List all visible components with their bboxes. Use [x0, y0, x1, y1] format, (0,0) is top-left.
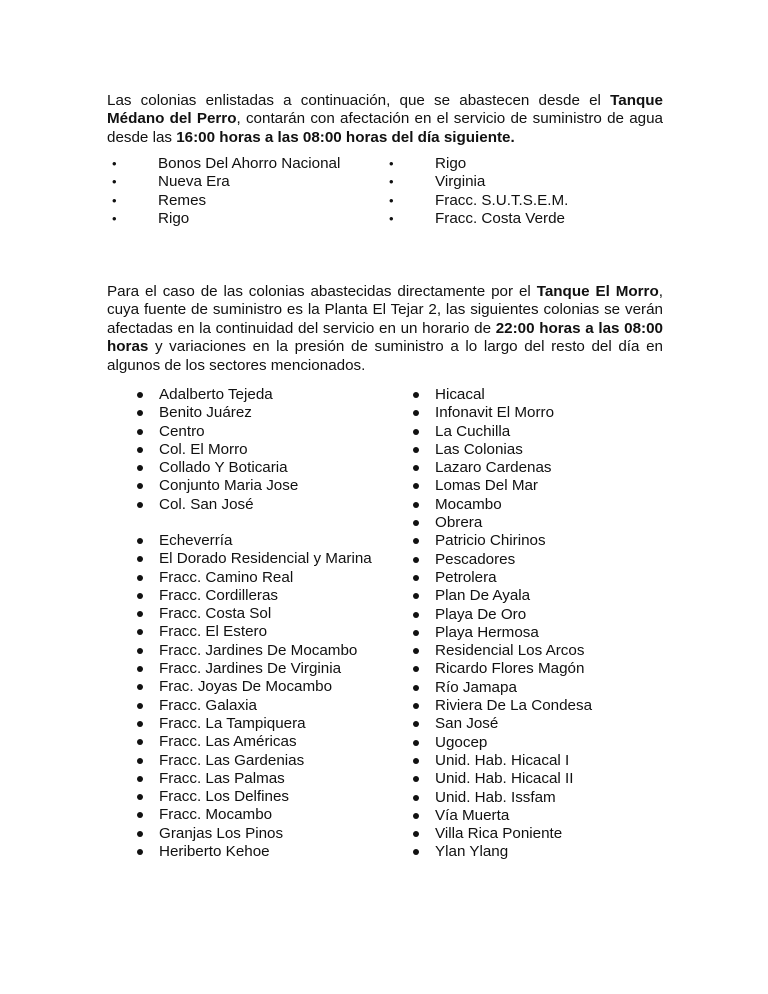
list-item: Heriberto Kehoe	[159, 843, 372, 861]
list-item: El Dorado Residencial y Marina	[159, 550, 372, 568]
list-item: Riviera De La Condesa	[435, 697, 593, 715]
list-item: Fracc. El Estero	[159, 623, 372, 641]
intro-paragraph-morro	[107, 283, 663, 375]
tank-name-medano: Tanque Médano del Perro	[107, 92, 663, 128]
list-item: Residencial Los Arcos	[435, 642, 592, 660]
list-item: • Remes	[158, 192, 340, 210]
list-item: Adalberto Tejeda	[159, 386, 298, 404]
list-item: Vía Muerta	[435, 807, 592, 825]
list-item: Fracc. Las Américas	[159, 733, 372, 751]
list-item: Plan De Ayala	[435, 587, 592, 605]
intro-paragraph-medano	[107, 92, 663, 147]
colonias-list-morro-left-bottom	[159, 532, 372, 861]
colonias-list-morro-left-top	[159, 386, 298, 514]
list-item: Fracc. Las Palmas	[159, 770, 372, 788]
colonias-list-medano-left	[158, 155, 340, 228]
list-item: Unid. Hab. Hicacal II	[435, 770, 592, 788]
list-item: • Fracc. S.U.T.S.E.M.	[435, 192, 568, 210]
list-item: Fracc. Jardines De Virginia	[159, 660, 372, 678]
list-item: • Virginia	[435, 173, 568, 191]
list-item: Playa Hermosa	[435, 624, 592, 642]
list-item: Centro	[159, 423, 298, 441]
list-item: Obrera	[435, 514, 592, 532]
intro2-text-a: Para el caso de las colonias abastecidas directamente por el	[107, 283, 537, 300]
list-item: Frac. Joyas De Mocambo	[159, 678, 372, 696]
list-item: San José	[435, 715, 592, 733]
schedule-morro: 22:00 horas a las 08:00 horas	[107, 319, 663, 356]
list-item: Echeverría	[159, 532, 372, 550]
intro-text-a: Las colonias enlistadas a continuación, que se abastecen desde el	[107, 92, 611, 109]
list-item: Fracc. Cordilleras	[159, 587, 372, 605]
list-item: Collado Y Boticaria	[159, 459, 298, 477]
list-item: Fracc. Camino Real	[159, 569, 372, 587]
list-item: Ricardo Flores Magón	[435, 660, 592, 678]
list-item: Playa De Oro	[435, 606, 592, 624]
list-item: Ugocep	[435, 734, 592, 752]
list-item: • Rigo	[158, 210, 340, 228]
list-item: Granjas Los Pinos	[159, 825, 372, 843]
list-item: Conjunto Maria Jose	[159, 477, 299, 495]
list-item: Fracc. La Tampiquera	[159, 715, 372, 733]
list-item: Petrolera	[435, 569, 592, 587]
list-item: • Fracc. Costa Verde	[435, 210, 568, 228]
list-item: Patricio Chirinos	[435, 532, 592, 550]
list-item: • Rigo	[435, 155, 568, 173]
list-item: Unid. Hab. Hicacal I	[435, 752, 592, 770]
list-item: Fracc. Los Delfines	[159, 788, 372, 806]
list-item: Villa Rica Poniente	[435, 825, 592, 843]
list-item: Col. San José	[159, 496, 298, 514]
colonias-list-medano-right	[435, 155, 568, 228]
list-item: Fracc. Jardines De Mocambo	[159, 642, 372, 660]
list-item: Fracc. Galaxia	[159, 697, 372, 715]
schedule-medano: 16:00 horas a las 08:00 horas del día siguiente.	[176, 128, 515, 146]
list-item: La Cuchilla	[435, 423, 592, 441]
list-item: Col. El Morro	[159, 441, 298, 459]
list-item: Pescadores	[435, 551, 592, 569]
list-item: Infonavit El Morro	[435, 404, 592, 422]
intro2-text-c: y variaciones en la presión de suministro a lo largo del resto del día en algunos de los sectores mencionados.	[107, 338, 663, 374]
list-item: • Nueva Era	[158, 173, 340, 191]
list-item: Lomas Del Mar	[435, 477, 592, 495]
list-item: Lazaro Cardenas	[435, 459, 592, 477]
list-item: Benito Juárez	[159, 404, 298, 422]
tank-name-morro: Tanque El Morro	[536, 283, 659, 300]
colonias-list-morro-right	[435, 386, 592, 862]
list-item: Mocambo	[435, 496, 592, 514]
list-item: Fracc. Las Gardenias	[159, 752, 372, 770]
list-item: Unid. Hab. Issfam	[435, 789, 592, 807]
list-item: Río Jamapa	[435, 679, 592, 697]
list-item: Las Colonias	[435, 441, 592, 459]
list-item: Hicacal	[435, 386, 592, 404]
list-item: Ylan Ylang	[435, 843, 592, 861]
intro-text-b: , contarán con afectación en el servicio de suministro de agua desde las	[107, 110, 663, 146]
intro2-text-b: , cuya fuente de suministro es la Planta El Tejar 2, las siguientes colonias se verán afectadas en la continuidad del servicio en un horario de	[107, 283, 663, 337]
list-item: Fracc. Mocambo	[159, 806, 372, 824]
list-item: • Bonos Del Ahorro Nacional	[158, 155, 340, 173]
list-item: Fracc. Costa Sol	[159, 605, 372, 623]
